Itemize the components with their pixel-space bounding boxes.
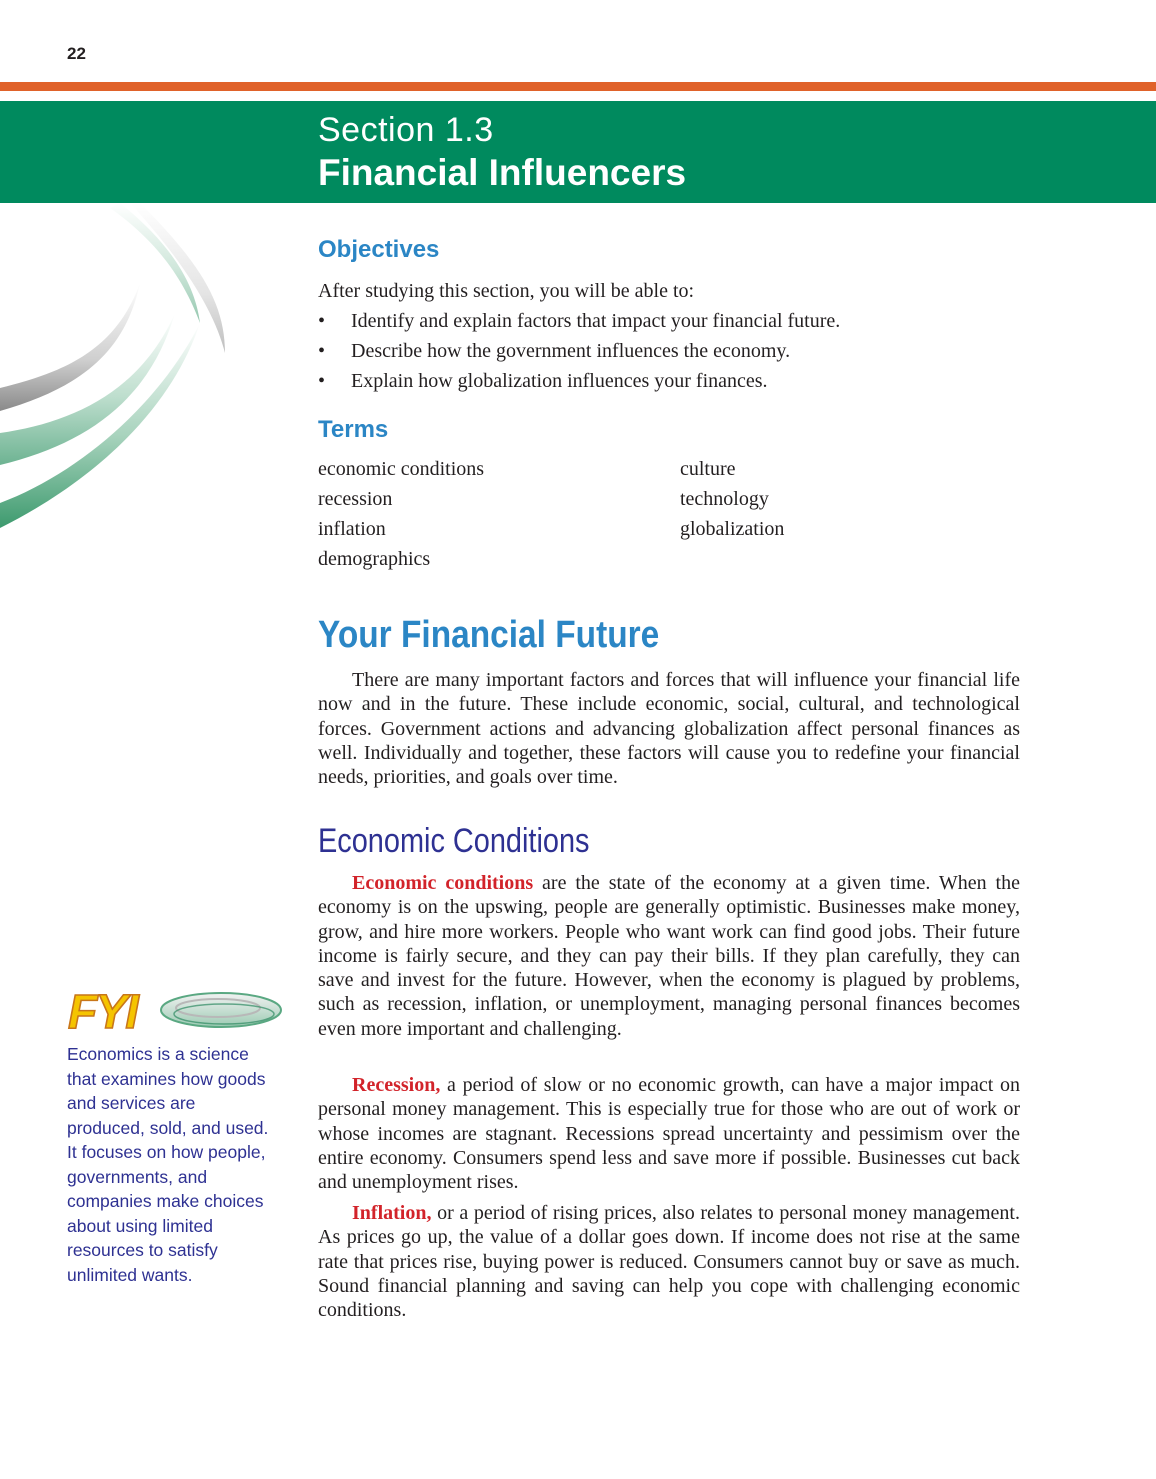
paragraph-text: are the state of the economy at a given time. When the economy is on the upswing, people are generally optimistic. Businesses make money, grow, and hire more workers. People who want work can find good jobs. Their future income is fairly secure, and they can pay their bills. If they plan carefully, they can save and invest for the future. However, when the economy is plagued by problems, such as recession, inflation, or unemployment, managing personal finances becomes even more important and challenging.	[318, 872, 1020, 1040]
section-title: Financial Influencers	[318, 152, 687, 193]
term-item: culture	[680, 458, 736, 480]
paragraph-text: a period of slow or no economic growth, can have a major impact on personal money management. This is especially true for those who are out of work or whose incomes are stagnant. Recessions spread uncertainty and pessimism over the entire economy. Consumers spend less and save more if possible. Businesses cut back and unemployment rises.	[318, 1074, 1020, 1194]
bullet-icon: •	[318, 370, 326, 392]
objective-text: Describe how the government influences the economy.	[351, 340, 791, 362]
objectives-intro: After studying this section, you will be able to:	[318, 280, 695, 302]
page-number: 22	[67, 44, 86, 63]
term-item: economic conditions	[318, 458, 485, 480]
term-item: technology	[680, 488, 769, 510]
financial-future-paragraph: There are many important factors and forces that will influence your financial life now and in the future. These include economic, social, cultural, and technological forces. Government actions and advancing globalization affect personal finances as well. Individually and together, these factors will cause you to redefine your financial needs, priorities, and goals over time.	[318, 669, 1020, 789]
recession-paragraph	[318, 1073, 1020, 1194]
fyi-text: Economics is a science that examines how goods and services are produced, sold, and used. It focuses on how people, governments, and companies make choices about using limited resources to satisfy unlimited wants.	[67, 1044, 269, 1285]
orange-rule	[0, 82, 1156, 91]
financial-future-heading: Your Financial Future	[318, 614, 660, 656]
fyi-label: FYI	[68, 986, 137, 1036]
decorative-swoosh	[0, 203, 240, 543]
list-item	[318, 366, 840, 396]
list-item	[318, 306, 840, 336]
economic-conditions-heading: Economic Conditions	[318, 822, 590, 860]
inflation-paragraph	[318, 1201, 1020, 1322]
terms-column-1	[318, 454, 484, 574]
objective-text: Explain how globalization influences your finances.	[351, 370, 768, 392]
objectives-list	[318, 306, 840, 396]
objective-text: Identify and explain factors that impact your financial future.	[351, 310, 841, 332]
economic-conditions-paragraph	[318, 871, 1020, 1041]
key-term: Inflation,	[352, 1202, 432, 1224]
bullet-icon: •	[318, 340, 326, 362]
paragraph-text: or a period of rising prices, also relates to personal money management. As prices go up, the value of a dollar goes down. If income does not rise at the same rate that prices rise, buying power is reduced. Consumers cannot buy or save as much. Sound financial planning and saving can help you cope with challenging economic conditions.	[318, 1202, 1020, 1322]
key-term: Economic conditions	[352, 872, 534, 894]
objectives-heading: Objectives	[318, 236, 440, 263]
key-term: Recession,	[352, 1074, 441, 1096]
list-item	[318, 336, 840, 366]
term-item: globalization	[680, 518, 785, 540]
section-number: Section 1.3	[318, 111, 494, 149]
terms-heading: Terms	[318, 416, 389, 443]
term-item: inflation	[318, 518, 386, 540]
bullet-icon: •	[318, 310, 326, 332]
term-item: demographics	[318, 548, 431, 570]
term-item: recession	[318, 488, 393, 510]
terms-column-2	[680, 454, 784, 544]
fyi-logo	[66, 980, 286, 1036]
